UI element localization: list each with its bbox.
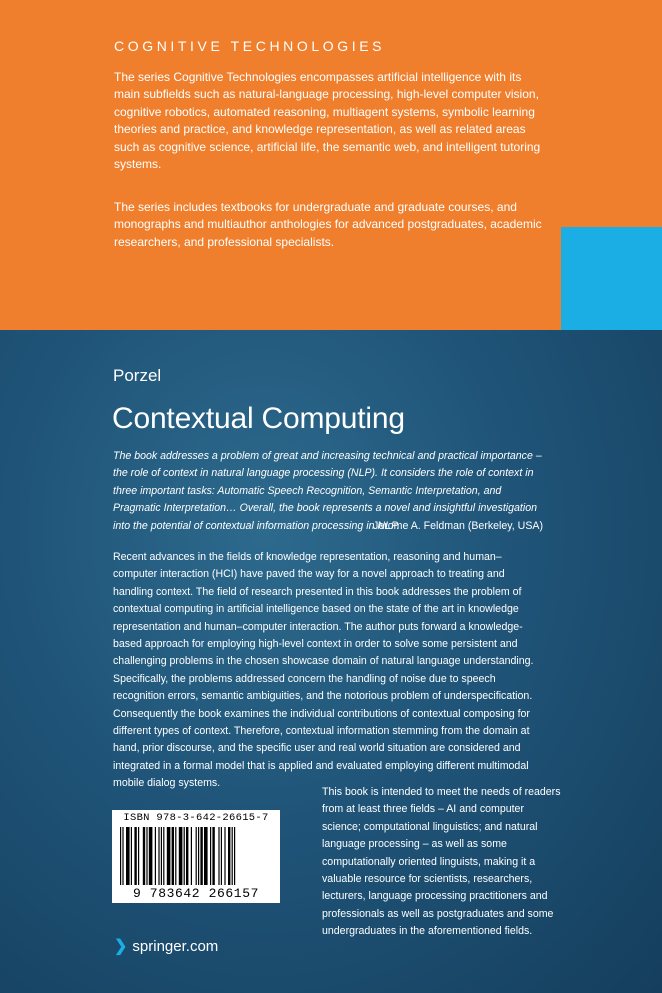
barcode-bar [210,827,211,885]
barcode-bar [161,827,162,885]
book-audience: This book is intended to meet the needs of readers from at least three fields – AI and computer science; computational linguistics; and natural language processing – as well as some computationally oriented linguists, making it a valuable resource for scientists, researchers, lecturers, language processing practitioners and professionals as well as postgraduates and some undergraduates in the aforementioned fields. [322,786,561,938]
barcode-bar [196,827,197,885]
review-quote-text: The book addresses a problem of great and increasing technical and practical importance – the role of context in natural language processing (NLP). It considers the role of context in three important tasks: Automatic Speech Recognition, Semantic Interpretation, and Pragmatic Interpretation… Overall, the book represents a novel and insightful investigation into the potential of contextual information processing in NLP. [113,450,542,532]
barcode-bar [138,827,139,885]
book-author: Porzel [113,366,162,385]
barcode-bar [186,827,188,885]
publisher-url: springer.com [132,937,219,955]
barcode-digits: 9 783642 266157 [132,886,260,901]
series-description: The series Cognitive Technologies encompasses artificial intelligence with its main subfields such as natural-language processing, high-level computer vision, cognitive robotics, automated reasoning, multiagent systems, symbolic learning theories and practice, and knowledge representation, as well as related areas such as cognitive science, artificial life, the semantic web, and intelligent tutoring systems. [114,70,541,172]
barcode-bar [146,827,147,885]
barcode-bar [228,827,230,885]
barcode-bar [179,827,183,885]
barcode-bars [118,827,274,885]
series-name: COGNITIVE TECHNOLOGIES [114,38,386,54]
chevron-right-icon: ❯ [114,938,128,955]
barcode-bar [218,827,219,885]
barcode-bar [204,827,208,885]
barcode-bar [158,827,159,885]
review-quote [113,448,543,535]
barcode-bar [126,827,130,885]
barcode-bar [120,827,121,885]
barcode-bar [134,827,136,885]
barcode-bar [167,827,171,885]
book-title: Contextual Computing [112,402,405,435]
barcode-bar [212,827,214,885]
review-attribution: Jerome A. Feldman (Berkeley, USA) [373,519,543,532]
barcode-bar [224,827,225,885]
book-description: Recent advances in the fields of knowledge representation, reasoning and human–computer interaction (HCI) have paved the way for a novel approach to treating and handling context. The field of research presented in this book addresses the problem of contextual computing in artificial intelligence based on the state of the art in knowledge representation and human–computer interaction. The author puts forward a knowledge-based approach for employing high-level context in order to solve some persistent and challenging problems in the chosen showcase domain of natural language understanding. Specifically, the problems addressed concern the handling of noise due to speech recognition errors, semantic ambiguities, and the notorious problem of underspecification. Consequently the book examines the individual contributions of contextual composing for different types of context. Therefore, contextual information stemming from the domain at hand, prior discourse, and the specific user and real world situation are considered and integrated in a formal model that is applied and evaluated employing different multimodal mobile dialog systems. [113,551,534,790]
barcode-bar [175,827,176,885]
isbn-barcode [112,810,280,903]
barcode-bar [184,827,185,885]
barcode-bar [122,827,123,885]
barcode-bar [163,827,164,885]
accent-tab [561,227,662,330]
barcode-bar [232,827,233,885]
barcode-bar [149,827,153,885]
publisher-link[interactable] [114,936,218,956]
series-panel [0,0,662,330]
barcode-bar [198,827,199,885]
barcode-bar [131,827,132,885]
barcode-bar [191,827,192,885]
series-audience: The series includes textbooks for undergraduate and graduate courses, and monographs and multiauthor anthologies for advanced postgraduates, academic researchers, and professional specialists. [114,200,542,249]
barcode-bar [155,827,156,885]
book-panel [0,330,662,993]
isbn-label: ISBN 978-3-642-26615-7 [123,812,269,824]
barcode-bar [200,827,202,885]
barcode-bar [221,827,222,885]
barcode-bar [234,827,235,885]
barcode-bar [143,827,145,885]
barcode-bar [172,827,174,885]
